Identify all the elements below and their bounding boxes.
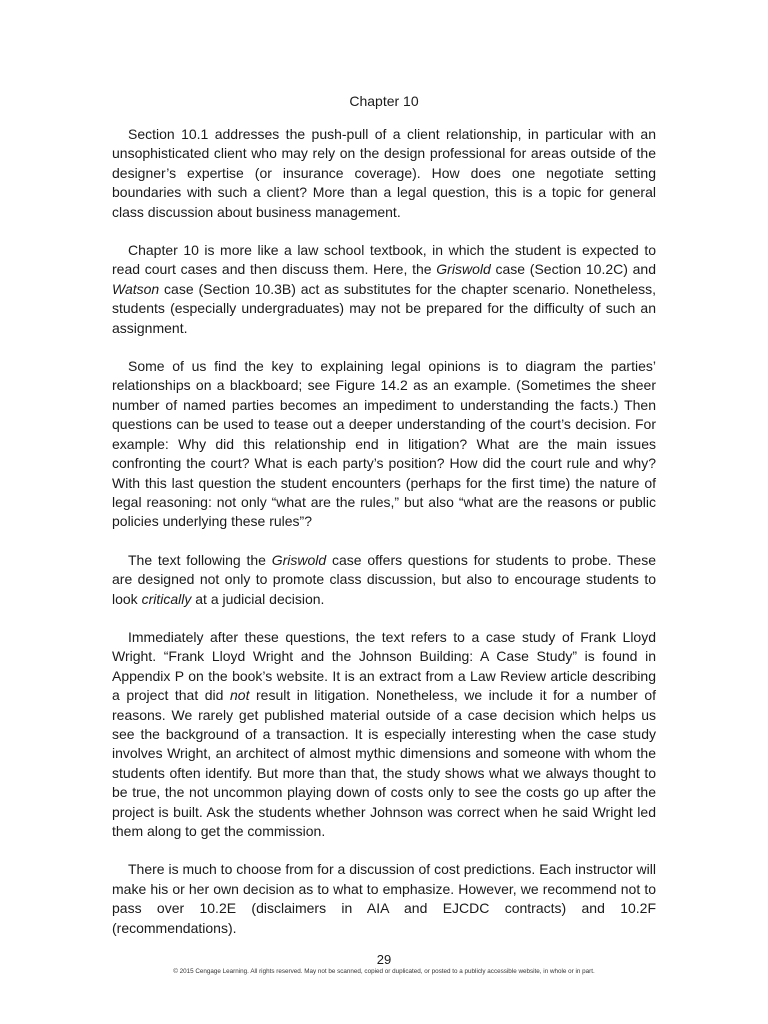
paragraph-2	[112, 241, 656, 338]
body-text	[112, 125, 656, 938]
page-number: 29	[376, 952, 392, 967]
paragraph-text: Chapter 10 is more like a law school textbook, in which the student is expected to read court cases and then discuss them. Here, the	[112, 242, 656, 278]
paragraph-5	[112, 628, 656, 841]
italic-text: Griswold	[271, 551, 327, 568]
chapter-title: Chapter 10	[349, 93, 419, 109]
paragraph-1	[112, 125, 656, 222]
paragraph-text: result in litigation. Nonetheless, we include it for a number of reasons. We rarely get published material outside of a case decision which helps us see the background of a transaction. It is especially interesting when the case study involves Wright, an architect of almost mythic dimensions and someone with whom the students often identify. But more than that, the study shows what we always thought to be true, the not uncommon playing down of costs only to see the costs go up after the project is built. Ask the students whether Johnson was correct when he said Wright led them along to get the commission.	[112, 687, 657, 839]
paragraph-text: case (Section 10.2C) and	[490, 261, 656, 278]
paragraph-text: case offers questions for students to probe. These are designed not only to promote class discussion, but also to encourage students to look	[112, 551, 657, 607]
paragraph-text: Immediately after these questions, the text refers to a case study of Frank Lloyd Wright. “Frank Lloyd Wright and the Johnson Building: A Case Study” is found in Appendix P on the book’s website. It is an extract from a Law Review article describing a project that did	[112, 628, 656, 704]
paragraph-text: case (Section 10.3B) act as substitutes for the chapter scenario. Nonetheless, students (especially undergraduates) may not be prepared for the difficulty of such an assignment.	[112, 280, 656, 336]
paragraph-3	[112, 357, 656, 532]
italic-text: not	[230, 687, 250, 704]
paragraph-text: Some of us find the key to explaining legal opinions is to diagram the parties’ relationships on a blackboard; see Figure 14.2 as an example. (Sometimes the sheer number of named parties becomes an impediment to understanding the facts.) Then questions can be used to tease out a deeper understanding of the court’s decision. For example: Why did this relationship end in litigation? What are the main issues confronting the court? What is each party’s position? How did the court rule and why? With this last question the student encounters (perhaps for the first time) the nature of legal reasoning: not only “what are the rules,” but also “what are the reasons or public policies underlying these rules”?	[112, 358, 656, 530]
paragraph-text: There is much to choose from for a discussion of cost predictions. Each instructor will make his or her own decision as to what to emphasize. However, we recommend not to pass over 10.2E (disclaimers in AIA and EJCDC contracts) and 10.2F (recommendations).	[112, 861, 656, 936]
italic-text: Watson	[112, 280, 160, 297]
italic-text: Griswold	[436, 261, 491, 278]
paragraph-text: at a judicial decision.	[191, 590, 325, 607]
paragraph-text: Section 10.1 addresses the push-pull of a client relationship, in particular with an unsophisticated client who may rely on the design professional for areas outside of the designer’s expertise (or insurance coverage). How does one negotiate setting boundaries with such a client? More than a legal question, this is a topic for general class discussion about business management.	[112, 126, 656, 220]
document-page	[112, 91, 656, 957]
copyright-notice: © 2015 Cengage Learning. All rights reserved. May not be scanned, copied or duplicated, or posted to a publicly accessible website, in whole or in part.	[173, 968, 595, 975]
paragraph-text: The text following the	[128, 551, 272, 568]
italic-text: critically	[141, 590, 192, 607]
paragraph-6	[112, 860, 656, 938]
paragraph-4	[112, 551, 656, 609]
